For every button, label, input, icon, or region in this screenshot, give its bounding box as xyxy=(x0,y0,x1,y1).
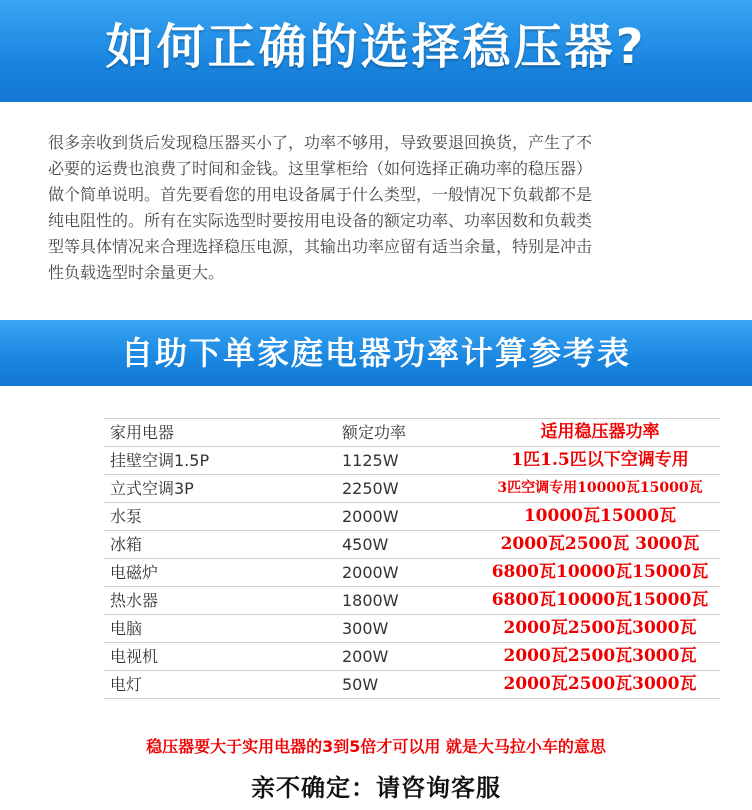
section-title: 自助下单家庭电器功率计算参考表 xyxy=(120,334,631,372)
appliance-name: 电灯 xyxy=(110,675,143,694)
page-title: 如何正确的选择稳压器? xyxy=(105,19,647,75)
rated-power: 2000W xyxy=(342,563,399,582)
appliance-name: 冰箱 xyxy=(110,535,143,554)
table-row xyxy=(104,559,720,587)
header-suitable-power: 适用稳压器功率 xyxy=(540,422,660,442)
section-banner xyxy=(0,320,752,386)
suitable-power: 3匹空调专用10000瓦15000瓦 xyxy=(497,480,703,496)
rated-power: 1800W xyxy=(342,591,399,610)
suitable-power: 10000瓦15000瓦 xyxy=(523,506,677,526)
rated-power: 1125W xyxy=(342,451,399,470)
intro-line: 纯电阻性的。所有在实际选型时要按用电设备的额定功率、功率因数和负载类 xyxy=(48,211,593,230)
intro-line: 做个简单说明。首先要看您的用电设备属于什么类型，一般情况下负载都不是 xyxy=(48,185,593,204)
appliance-name: 电磁炉 xyxy=(110,563,159,582)
intro-text xyxy=(48,130,710,286)
suitable-power: 6800瓦10000瓦15000瓦 xyxy=(491,590,709,610)
suitable-power: 2000瓦2500瓦3000瓦 xyxy=(503,674,697,694)
header-rated-power: 额定功率 xyxy=(342,423,407,442)
appliance-name: 电视机 xyxy=(110,647,159,666)
suitable-power: 6800瓦10000瓦15000瓦 xyxy=(491,562,709,582)
contact-text: 亲不确定：请咨询客服 xyxy=(251,774,501,802)
rated-power: 200W xyxy=(342,647,389,666)
suitable-power: 2000瓦2500瓦3000瓦 xyxy=(503,646,697,666)
intro-line: 型等具体情况来合理选择稳压电源，其输出功率应留有适当余量，特别是冲击 xyxy=(48,237,593,256)
appliance-name: 挂壁空调1.5P xyxy=(110,451,210,470)
intro-line: 必要的运费也浪费了时间和金钱。这里掌柜给（如何选择正确功率的稳压器） xyxy=(48,159,593,178)
appliance-name: 立式空调3P xyxy=(110,479,194,498)
table-row xyxy=(104,531,720,559)
appliance-name: 热水器 xyxy=(110,591,159,610)
rated-power: 300W xyxy=(342,619,389,638)
table-row xyxy=(104,447,720,475)
table-row xyxy=(104,475,720,503)
warning-text: 稳压器要大于实用电器的3到5倍才可以用 就是大马拉小车的意思 xyxy=(146,737,606,756)
suitable-power: 2000瓦2500瓦3000瓦 xyxy=(503,618,697,638)
suitable-power: 2000瓦2500瓦 3000瓦 xyxy=(500,534,700,554)
power-table xyxy=(104,418,720,699)
appliance-name: 电脑 xyxy=(110,619,143,638)
table-row xyxy=(104,671,720,699)
intro-line: 性负载选型时余量更大。 xyxy=(48,263,225,282)
suitable-power: 1匹1.5匹以下空调专用 xyxy=(511,450,689,470)
rated-power: 2000W xyxy=(342,507,399,526)
rated-power: 2250W xyxy=(342,479,399,498)
intro-line: 很多亲收到货后发现稳压器买小了，功率不够用，导致要退回换货，产生了不 xyxy=(48,133,593,152)
table-row xyxy=(104,587,720,615)
header-appliance: 家用电器 xyxy=(110,423,175,442)
table-row xyxy=(104,643,720,671)
rated-power: 450W xyxy=(342,535,389,554)
table-header-row xyxy=(104,418,720,447)
table-row xyxy=(104,615,720,643)
rated-power: 50W xyxy=(342,675,379,694)
appliance-name: 水泵 xyxy=(110,507,143,526)
top-banner xyxy=(0,0,752,102)
table-row xyxy=(104,503,720,531)
